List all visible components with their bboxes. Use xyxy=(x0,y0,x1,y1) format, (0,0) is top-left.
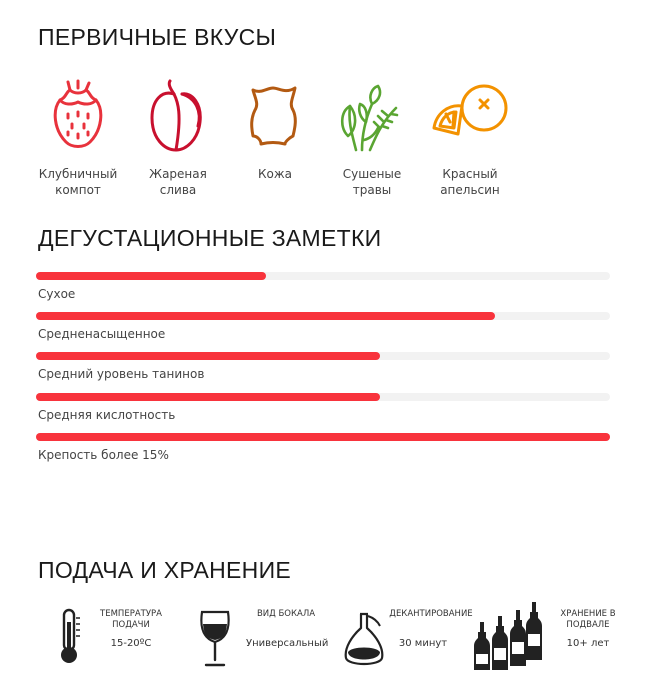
note-bar-fill xyxy=(36,393,380,401)
note-label: Крепость более 15% xyxy=(38,448,169,462)
serving-item-title: ТЕМПЕРАТУРА ПОДАЧИ xyxy=(100,609,162,630)
tasting-notes-title: ДЕГУСТАЦИОННЫЕ ЗАМЕТКИ xyxy=(38,225,382,251)
serving-item-value: Универсальный xyxy=(246,638,329,649)
serving-item-value: 15-20ºС xyxy=(110,638,152,649)
note-label: Средненасыщенное xyxy=(38,327,166,341)
note-bar-fill xyxy=(36,272,266,280)
note-label: Сухое xyxy=(38,287,76,301)
plum-icon xyxy=(148,78,208,156)
flavor-label: Клубничный компот xyxy=(38,167,118,197)
flavor-label: Красный апельсин xyxy=(440,167,500,197)
note-bar-track xyxy=(36,312,610,320)
note-bar-track xyxy=(36,393,610,401)
note-label: Средний уровень танинов xyxy=(38,367,205,381)
serving-item-value: 30 минут xyxy=(398,638,448,649)
serving-item-title: ДЕКАНТИРОВАНИЕ xyxy=(389,609,473,619)
leather-icon xyxy=(245,78,305,156)
tasting-note xyxy=(36,393,610,422)
note-bar-track xyxy=(36,433,610,441)
strawberry-icon xyxy=(48,78,108,156)
serving-item-title: ВИД БОКАЛА xyxy=(256,609,316,619)
flavor-herbs xyxy=(327,78,417,198)
serving-item-value: 10+ лет xyxy=(566,638,610,649)
note-bar-fill xyxy=(36,352,380,360)
herbs-icon xyxy=(336,78,408,156)
wine-glass-icon xyxy=(198,610,232,668)
tasting-note xyxy=(36,312,610,341)
flavor-label: Жареная слива xyxy=(149,167,207,197)
serving-title: ПОДАЧА И ХРАНЕНИЕ xyxy=(38,557,292,583)
note-bar-track xyxy=(36,272,610,280)
flavor-label: Кожа xyxy=(257,167,293,181)
orange-icon xyxy=(428,78,512,156)
note-bar-fill xyxy=(36,312,495,320)
tasting-note xyxy=(36,433,610,462)
flavors-title: ПЕРВИЧНЫЕ ВКУСЫ xyxy=(38,24,277,50)
note-bar-fill xyxy=(36,433,610,441)
bottles-icon xyxy=(472,600,548,670)
flavor-orange xyxy=(425,78,515,198)
thermometer-icon xyxy=(56,608,82,666)
note-label: Средняя кислотность xyxy=(38,408,176,422)
note-bar-track xyxy=(36,352,610,360)
tasting-note xyxy=(36,352,610,381)
tasting-note xyxy=(36,272,610,301)
flavor-strawberry xyxy=(33,78,123,198)
flavor-plum xyxy=(133,78,223,198)
flavor-leather xyxy=(230,78,320,182)
serving-item-title: ХРАНЕНИЕ В ПОДВАЛЕ xyxy=(560,609,616,630)
flavor-label: Сушеные травы xyxy=(342,167,402,197)
